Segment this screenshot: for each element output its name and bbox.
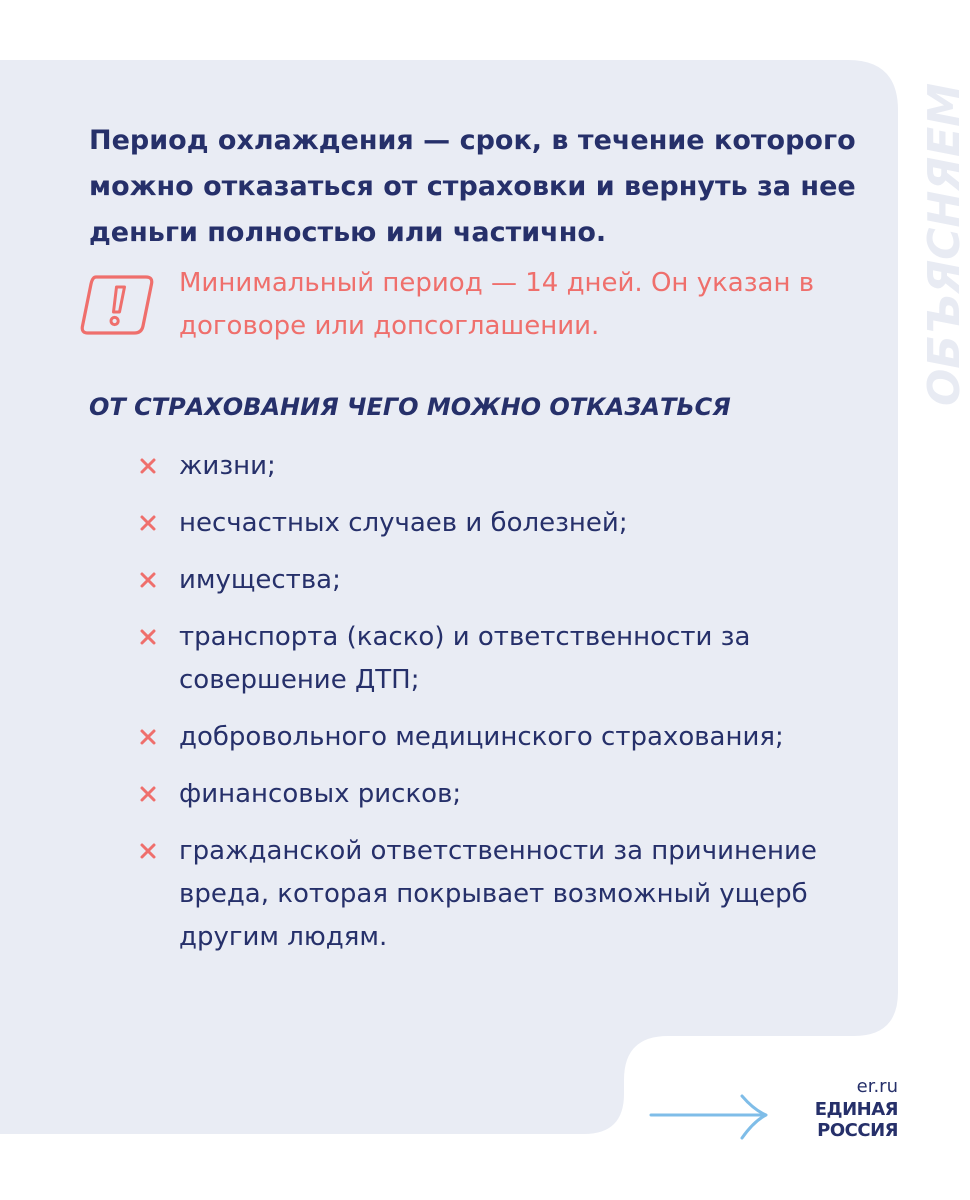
insurance-list	[138, 445, 883, 973]
cross-icon	[138, 456, 158, 476]
cross-icon	[138, 513, 158, 533]
list-item	[138, 773, 883, 816]
arrow-right-icon	[650, 1094, 770, 1140]
exclamation-icon	[80, 272, 154, 338]
list-item	[138, 616, 798, 702]
cross-icon	[138, 570, 158, 590]
cross-icon	[138, 727, 158, 747]
section-heading: ОТ СТРАХОВАНИЯ ЧЕГО МОЖНО ОТКАЗАТЬСЯ	[89, 393, 731, 421]
brand-line: ЕДИНАЯ	[814, 1099, 898, 1120]
list-item	[138, 559, 883, 602]
cross-icon	[138, 627, 158, 647]
list-item-text: жизни;	[179, 451, 276, 481]
brand-logo	[790, 1099, 898, 1141]
list-item	[138, 830, 858, 959]
warning-text: Минимальный период — 14 дней. Он указан в договоре или допсоглашении.	[179, 268, 815, 341]
list-item	[138, 502, 883, 545]
list-item-text: транспорта (каско) и ответственности за совершение ДТП;	[179, 622, 751, 695]
list-item-text: финансовых рисков;	[179, 779, 462, 809]
site-url: er.ru	[856, 1076, 898, 1097]
list-item	[138, 445, 883, 488]
side-title: ОБЪЯСНЯЕМ	[918, 82, 970, 406]
list-item-text: имущества;	[179, 565, 341, 595]
list-item-text: гражданской ответственности за причинение вреда, которая покрывает возможный ущерб другим людям.	[179, 836, 817, 952]
list-item-text: несчастных случаев и болезней;	[179, 508, 628, 538]
brand-line: РОССИЯ	[817, 1120, 898, 1141]
intro-text: Период охлаждения — срок, в течение которого можно отказаться от страховки и вернуть за нее деньги полностью или частично.	[89, 125, 856, 248]
cross-icon	[138, 841, 158, 861]
list-item	[138, 716, 883, 759]
list-item-text: добровольного медицинского страхования;	[179, 722, 784, 752]
cross-icon	[138, 784, 158, 804]
